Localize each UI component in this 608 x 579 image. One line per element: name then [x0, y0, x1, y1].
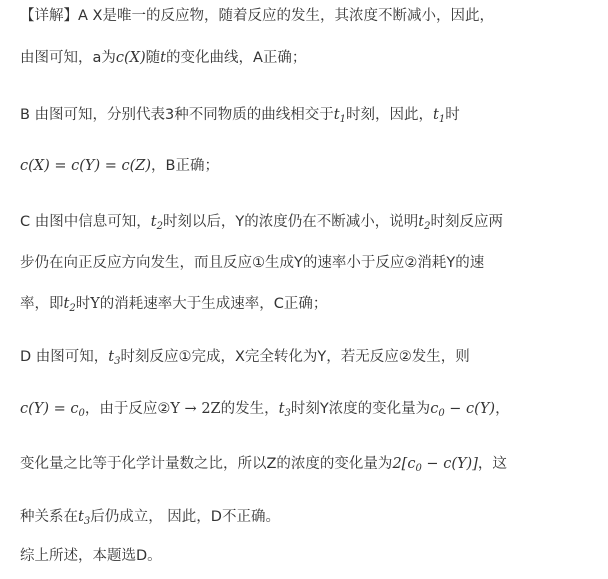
math-t2: $t_2$: [418, 214, 431, 232]
text: ，B正确；: [151, 158, 219, 174]
text: 步仍在向正反应方向发生，而且反应①生成Y的速率小于反应②消耗Y的速: [20, 255, 485, 271]
text: 的变化曲线，A正确；: [165, 50, 307, 66]
text: 随: [145, 50, 161, 66]
paragraph-d-line-2: [20, 398, 598, 420]
paragraph-c-line-3: [20, 293, 598, 315]
math-equality: c(X) = c(Y) = c(Z): [20, 158, 152, 174]
text: 时刻Y浓度的变化量为: [290, 401, 431, 417]
math-t2: $t_2$: [150, 214, 163, 232]
conclusion: [20, 545, 598, 567]
math-t: t: [160, 50, 166, 66]
text: ，这: [477, 456, 507, 472]
text: ，: [495, 401, 510, 417]
paragraph-b-line-2: [20, 155, 598, 177]
text: 后仍成立， 因此，D不正确。: [90, 509, 280, 525]
paragraph-b-line-1: [20, 104, 598, 126]
text: 综上所述，本题选D。: [20, 548, 162, 564]
paragraph-d-line-4: [20, 506, 598, 528]
text: 由图可知，a为: [20, 50, 116, 66]
math-t3: $t_3$: [78, 509, 91, 527]
math-t1: $t_1$: [333, 107, 346, 125]
paragraph-d-line-1: [20, 346, 598, 368]
math-cx: c(X): [115, 50, 146, 66]
math-t2: $t_2$: [63, 296, 76, 314]
text: 时刻反应两: [430, 214, 503, 230]
text: 时: [75, 296, 91, 312]
text: 时: [445, 107, 460, 123]
paragraph-c-line-1: [20, 211, 598, 233]
math-t3: $t_3$: [108, 349, 121, 367]
math-y: Y: [90, 296, 100, 312]
text: D 由图可知，: [20, 349, 109, 365]
text: 时刻，因此，: [345, 107, 433, 123]
text: B 由图可知，分别代表3种不同物质的曲线相交于: [20, 107, 334, 123]
text: C 由图中信息可知，: [20, 214, 151, 230]
math-delta-z: $2[c_0 - c(Y)]$: [392, 456, 478, 474]
math-delta-y: $c_0 - c(Y)$: [430, 401, 496, 419]
paragraph-c-line-2: [20, 252, 598, 274]
text: 变化量之比等于化学计量数之比，所以Z的浓度的变化量为: [20, 456, 393, 472]
explanation-line-2: [20, 47, 598, 69]
explanation-line-1: [20, 5, 598, 27]
math-t3: $t_3$: [278, 401, 291, 419]
text: ，由于反应②: [84, 401, 171, 417]
math-t1: $t_1$: [432, 107, 446, 125]
text: 的消耗速率大于生成速率，C正确；: [99, 296, 328, 312]
text: 时刻以后，Y的浓度仍在不断减小，说明: [162, 214, 419, 230]
text: 的发生，: [220, 401, 279, 417]
paragraph-d-line-3: [20, 453, 598, 475]
text: 时刻反应①完成，X完全转化为Y，若无反应②发生，则: [120, 349, 470, 365]
math-cy-c0: $c(Y) = c_0$: [20, 401, 85, 419]
text: 【详解】A X是唯一的反应物，随着反应的发生，其浓度不断减小，因此，: [20, 8, 494, 24]
math-reaction: Y → 2Z: [170, 401, 221, 417]
text: 种关系在: [20, 509, 78, 525]
text: 率，即: [20, 296, 64, 312]
